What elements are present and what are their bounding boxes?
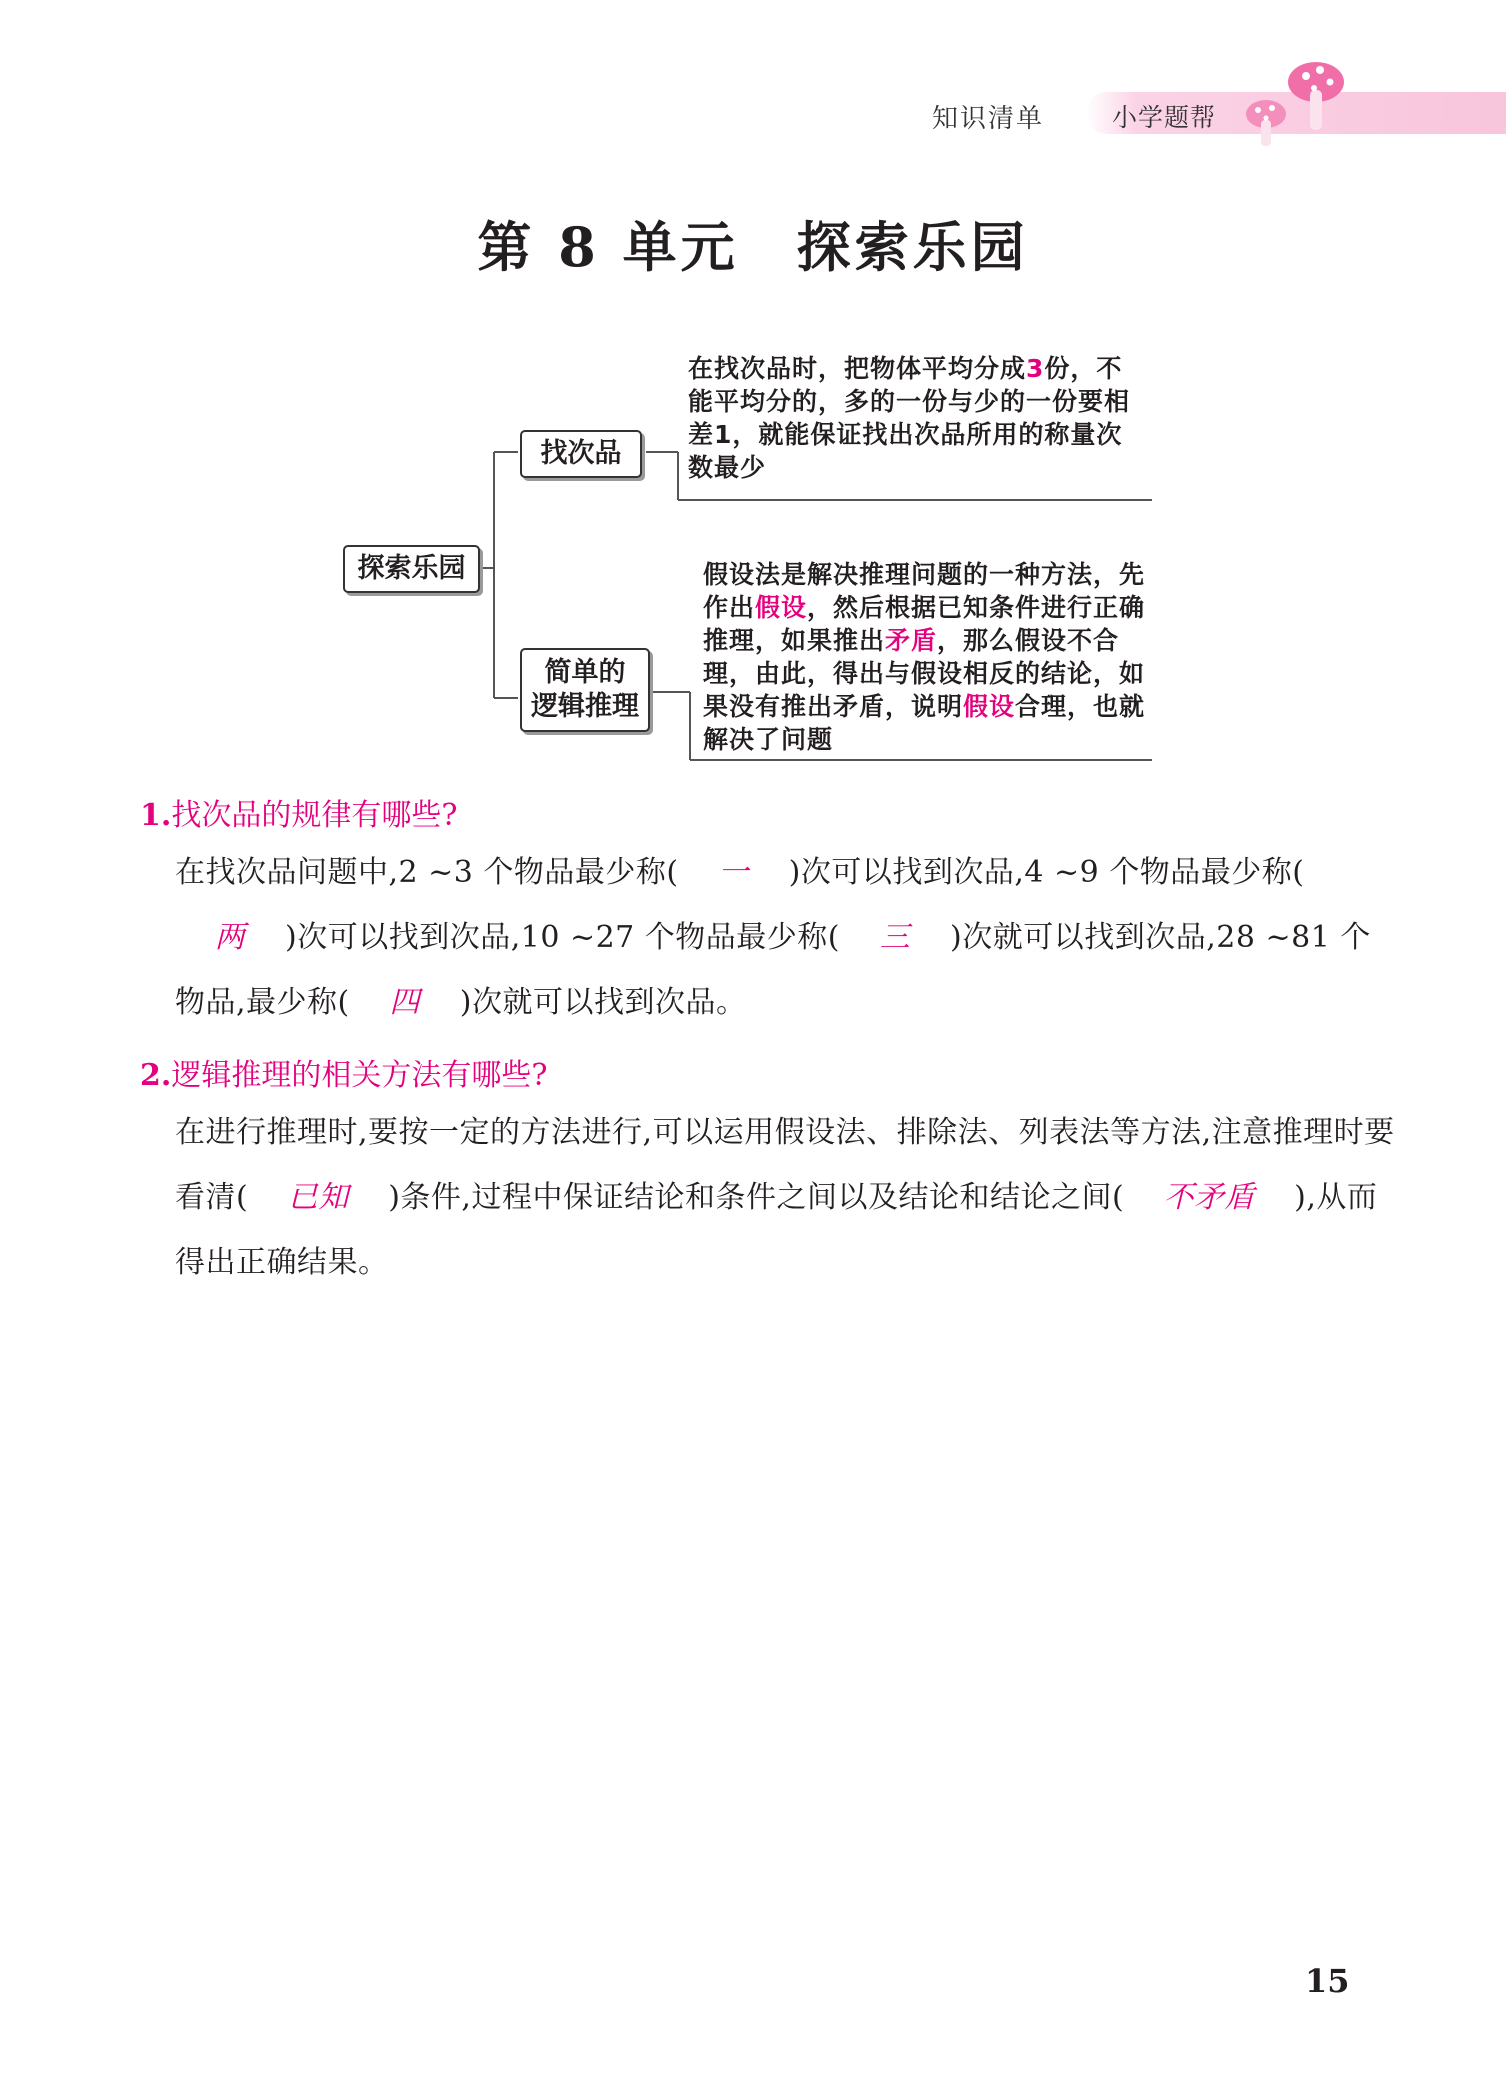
- question-2-body: 在进行推理时,要按一定的方法进行,可以运用假设法、排除法、列表法等方法,注意推理时要看清( 已知 )条件,过程中保证结论和条件之间以及结论和结论之间( 不矛盾 ),从而得出正确结果。: [175, 1115, 1395, 1280]
- branch-logic-text: 假设法是解决推理问题的一种方法，先作出假设，然后根据已知条件进行正确推理，如果推出矛盾，那么假设不合理，由此，得出与假设相反的结论，如果没有推出矛盾，说明假设合理，也就解决了问题: [703, 560, 1146, 754]
- mindmap-branch-logic: [520, 648, 650, 732]
- header-category: 知识清单: [932, 104, 1045, 134]
- branch-find-defect-text: 在找次品时，把物体平均分成3份，不能平均分的，多的一份与少的一份要相差1，就能保证找出次品所用的称量次数最少: [688, 354, 1131, 482]
- header-brand: 小学题帮: [1112, 103, 1217, 132]
- answer-1-1: 一: [718, 855, 749, 890]
- mindmap-root: [343, 545, 480, 593]
- question-1-number: 1.: [140, 798, 172, 833]
- question-2-number: 2.: [140, 1058, 172, 1093]
- page-title: 第 8 单元 探索乐园: [477, 215, 1029, 279]
- highlight-assume-1: 假设: [755, 593, 808, 622]
- highlight-assume-2: 假设: [963, 692, 1016, 721]
- question-2-title: 2.逻辑推理的相关方法有哪些?: [140, 1058, 548, 1093]
- answer-1-2: 两: [214, 920, 246, 955]
- branch-logic-label-1: 简单的: [544, 657, 626, 689]
- question-1-title: 1.找次品的规律有哪些?: [140, 798, 458, 833]
- branch-find-defect-label: 找次品: [540, 438, 622, 470]
- branch-logic-label-2: 逻辑推理: [531, 691, 639, 722]
- highlight-contradiction: 矛盾: [885, 626, 938, 655]
- question-1-body: 在找次品问题中,2 ~3 个物品最少称( 一 )次可以找到次品,4 ~9 个物品最少称(两 )次可以找到次品,10 ~27 个物品最少称( 三 )次就可以找到次品,28 ~81 个物品,最少称( 四 )次就可以找到次品。: [175, 840, 1395, 1035]
- highlight-three: 3: [1026, 354, 1045, 383]
- mindmap-branch-find-defect: [520, 430, 642, 478]
- mindmap-root-label: 探索乐园: [357, 553, 466, 585]
- answer-1-3: 三: [879, 920, 911, 955]
- answer-1-4: 四: [389, 985, 420, 1020]
- answer-2-2: 不矛盾: [1163, 1180, 1255, 1215]
- answer-2-1: 已知: [287, 1180, 349, 1215]
- page-number: 15: [1305, 1962, 1350, 2000]
